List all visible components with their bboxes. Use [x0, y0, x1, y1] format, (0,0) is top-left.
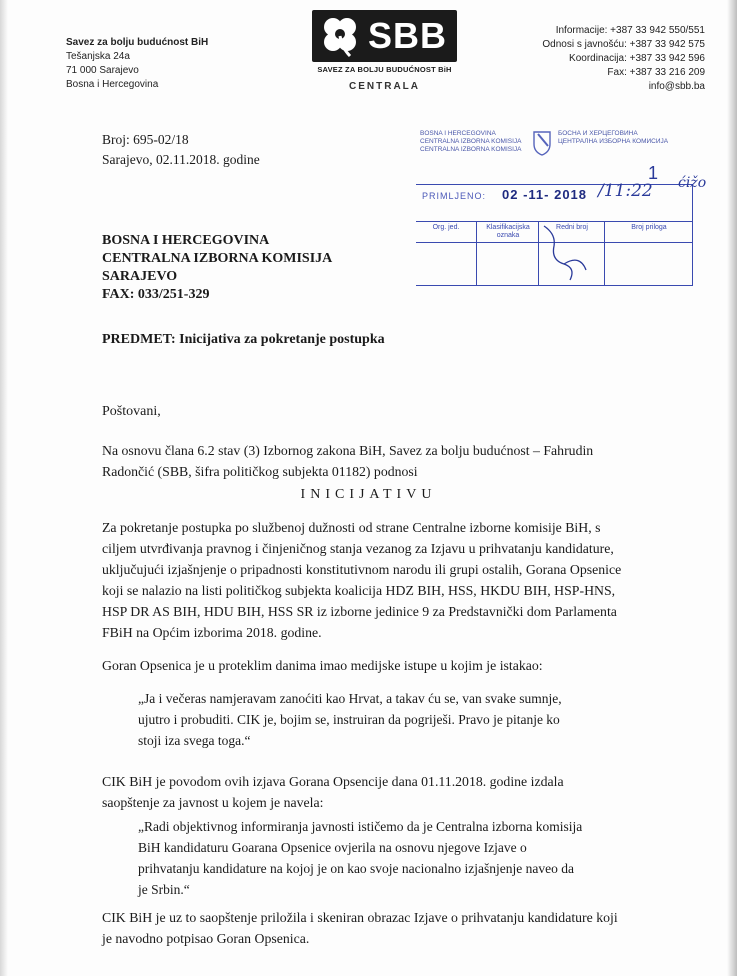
recipient-fax: FAX: 033/251-329	[102, 287, 210, 302]
greeting: Poštovani,	[102, 404, 161, 419]
sender-address	[66, 36, 208, 92]
reference-number: Broj: 695-02/18	[102, 132, 189, 147]
logo-text: SBB	[368, 15, 448, 56]
text-line: ujutro i probuditi. CIK je, bojim se, instruiran da pogriješi. Pravo je pitanje ko	[138, 712, 560, 727]
stamp-col-label: Broj priloga	[631, 224, 667, 231]
stamp-col-label: Org. jed.	[432, 224, 460, 231]
recipient-line: BOSNA I HERCEGOVINA	[102, 233, 270, 248]
text-line: je navodno potpisao Goran Opsenica.	[102, 931, 310, 946]
reference-place-date: Sarajevo, 02.11.2018. godine	[102, 152, 260, 167]
paragraph-attachment	[102, 907, 694, 949]
sender-street: Tešanjska 24a	[66, 51, 130, 62]
stamp-header-right-line: БОСНА И ХЕРЦЕГОВИНА	[558, 130, 638, 137]
text-line: uključujući izjašnjenje o pripadnosti konstitutivnom narodu ili grupi ostalih, Gorana Opsenice	[102, 562, 622, 577]
coat-of-arms-icon	[532, 130, 552, 156]
stamp-received-date: 02 -11- 2018	[502, 187, 588, 202]
quote-cik	[138, 816, 666, 900]
paragraph-statements: Goran Opsenica je u proteklim danima imao medijske istupe u kojim je istakao:	[102, 658, 543, 673]
stamp-header-left	[420, 130, 530, 154]
stamp-col	[476, 222, 539, 286]
paragraph-cik-response	[102, 771, 694, 813]
recipient-line: CENTRALNA IZBORNA KOMISIJA	[102, 251, 333, 266]
sender-country: Bosna i Hercegovina	[66, 79, 159, 90]
stamp-header-right-line: ЦЕНТРАЛНА ИЗБОРНА КОМИСИЈА	[558, 138, 669, 145]
text-line: stoji iza svega toga.“	[138, 733, 251, 748]
text-line: „Radi objektivnog informiranja javnosti ističemo da je Centralna izborna komisija	[138, 819, 583, 834]
logo-box	[312, 10, 457, 62]
text-line: Za pokretanje postupka po službenoj dužnosti od strane Centralne izborne komisije BiH, s	[102, 520, 601, 535]
intro-paragraph	[102, 440, 692, 482]
text-line: Na osnovu člana 6.2 stav (3) Izbornog zakona BiH, Savez za bolju budućnost – Fahrudin	[102, 443, 594, 458]
stamp-col	[604, 222, 693, 286]
text-line: HSP DR AS BIH, HDU BIH, HSS SR iz izborne jedinice 9 za Predstavnički dom Parlamenta	[102, 604, 617, 619]
text-line: Radončić (SBB, šifra političkog subjekta 01182) podnosi	[102, 464, 418, 479]
logo-unit: CENTRALA	[349, 81, 420, 92]
text-line: saopštenje za javnost u kojem je navela:	[102, 795, 324, 810]
stamp-header-left-line: BOSNA I HERCEGOVINA	[420, 130, 496, 137]
received-stamp	[416, 128, 707, 288]
stamp-col	[416, 222, 476, 286]
stamp-columns	[416, 221, 692, 286]
stamp-handwritten-note: ćižo	[678, 175, 707, 191]
sbb-logo	[312, 10, 457, 90]
stamp-header-left-line: CENTRALNA IZBORNA KOMISIJA	[420, 138, 522, 145]
stamp-col-label: Klasifikacijska oznaka	[486, 224, 530, 239]
text-line: „Ja i večeras namjeravam zanoćiti kao Hrvat, a takav ću se, van svake sumnje,	[138, 691, 562, 706]
logo-subtitle: SAVEZ ZA BOLJU BUDUĆNOST BiH	[317, 65, 452, 74]
stamp-frame	[416, 163, 707, 286]
recipient-line: SARAJEVO	[102, 269, 178, 284]
subject-line	[102, 332, 385, 348]
text-line: CIK BiH je uz to saopštenje priložila i skeniran obrazac Izjave o prihvatanju kandidature koji	[102, 910, 618, 925]
signature-scribble-icon	[536, 224, 606, 284]
text-line: prihvatanju kandidature na kojoj je on kao svoje nacionalno izjašnjenje naveo da	[138, 861, 574, 876]
stamp-handwritten-time: /11:22	[598, 181, 653, 201]
stamp-header-left-line: CENTRALNA IZBORNA KOMISIJA	[420, 146, 522, 153]
recipient-address	[102, 232, 332, 304]
contact-coordination: Koordinacija: +387 33 942 596	[569, 53, 705, 64]
text-line: FBiH na Općim izborima 2018. godine.	[102, 625, 322, 640]
text-line: CIK BiH je povodom ovih izjava Gorana Opsencije dana 01.11.2018. godine izdala	[102, 774, 564, 789]
sender-name: Savez za bolju budućnost BiH	[66, 37, 209, 48]
quote-opsenica	[138, 688, 668, 751]
stamp-col-label: Redni broj	[556, 224, 588, 231]
contact-pr: Odnosi s javnošću: +387 33 942 575	[542, 39, 705, 50]
stamp-header-right	[558, 130, 688, 146]
clover-icon	[316, 14, 364, 58]
paragraph-initiative	[102, 517, 694, 643]
stamp-received-label: PRIMLJENO:	[422, 191, 487, 201]
contact-fax: Fax: +387 33 216 209	[607, 67, 705, 78]
stamp-header	[416, 128, 692, 162]
contact-email: info@sbb.ba	[648, 81, 705, 92]
stamp-handwritten-mark: 1	[648, 163, 659, 183]
sender-city: 71 000 Sarajevo	[66, 65, 139, 76]
text-line: ciljem utvrđivanja pravnog i činjeničnog stanja vezanog za Izjavu u prihvatanju kandidature,	[102, 541, 614, 556]
subject-text: Inicijativa za pokretanje postupka	[179, 332, 385, 347]
contact-info: Informacije: +387 33 942 550/551	[555, 25, 705, 36]
text-line: BiH kandidaturu Goarana Opsenice ovjerila na osnovu njegove Izjave o	[138, 840, 527, 855]
initiative-heading: INICIJATIVU	[300, 487, 437, 502]
subject-label: PREDMET:	[102, 332, 176, 347]
contact-block	[542, 24, 705, 94]
reference-block	[102, 130, 260, 170]
text-line: koji se nalazio na listi političkog subjekta koalicija HDZ BIH, HSS, HKDU BIH, HSP-HNS,	[102, 583, 616, 598]
text-line: je Srbin.“	[138, 882, 190, 897]
